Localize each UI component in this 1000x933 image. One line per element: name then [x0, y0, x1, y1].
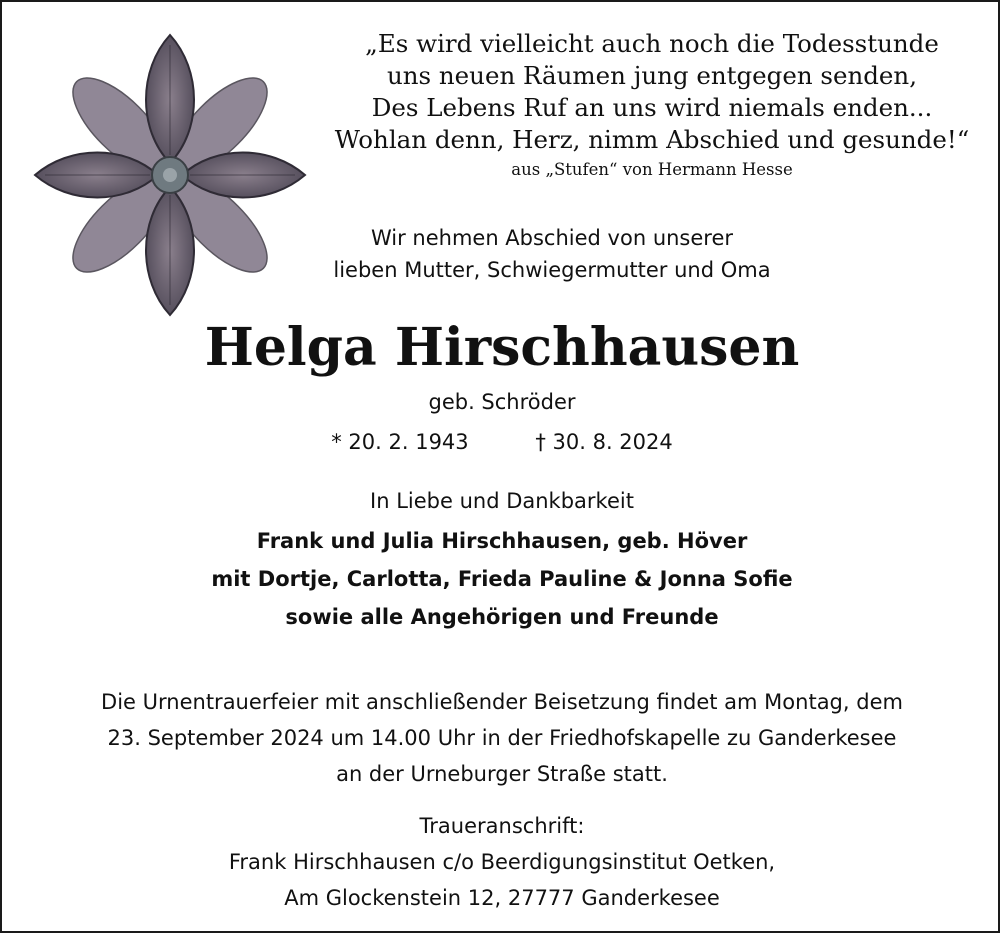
farewell-intro-line: lieben Mutter, Schwiegermutter und Oma: [333, 258, 771, 282]
poem-source: aus „Stufen“ von Hermann Hesse: [511, 160, 793, 179]
ceremony-details: [62, 684, 942, 792]
address-line: Am Glockenstein 12, 27777 Ganderkesee: [284, 886, 720, 910]
mourners-intro: In Liebe und Dankbarkeit: [370, 489, 634, 513]
life-dates: [2, 426, 1000, 458]
deceased-name: Helga Hirschhausen: [204, 317, 800, 378]
poem-line: uns neuen Räumen jung entgegen senden,: [386, 61, 918, 90]
maiden-name: geb. Schröder: [428, 390, 576, 414]
farewell-intro-line: Wir nehmen Abschied von unserer: [370, 226, 734, 250]
farewell-intro: [302, 222, 802, 286]
poem-line: Des Lebens Ruf an uns wird niemals enden...: [371, 93, 933, 122]
ceremony-line: Die Urnentrauerfeier mit anschließender Beisetzung findet am Montag, dem: [101, 690, 903, 714]
ceremony-line: an der Urneburger Straße statt.: [336, 762, 668, 786]
poem-line: „Es wird vielleicht auch noch die Todesstunde: [365, 29, 939, 58]
birth-date: * 20. 2. 1943: [331, 430, 469, 454]
address-line: Frank Hirschhausen c/o Beerdigungsinstitut Oetken,: [228, 850, 776, 874]
mourners-line: mit Dortje, Carlotta, Frieda Pauline & Jonna Sofie: [211, 567, 793, 591]
address-label: Traueranschrift:: [419, 814, 585, 838]
death-date: † 30. 8. 2024: [535, 430, 673, 454]
mourners-line: sowie alle Angehörigen und Freunde: [285, 605, 719, 629]
ceremony-line: 23. September 2024 um 14.00 Uhr in der Friedhofskapelle zu Ganderkesee: [107, 726, 897, 750]
mourners-list: [2, 522, 1000, 636]
mourning-address: [2, 808, 1000, 916]
mourners-line: Frank und Julia Hirschhausen, geb. Höver: [256, 529, 748, 553]
flower-illustration: [30, 30, 310, 320]
poem-line: Wohlan denn, Herz, nimm Abschied und gesunde!“: [334, 125, 970, 154]
poem-quote: [322, 28, 982, 184]
